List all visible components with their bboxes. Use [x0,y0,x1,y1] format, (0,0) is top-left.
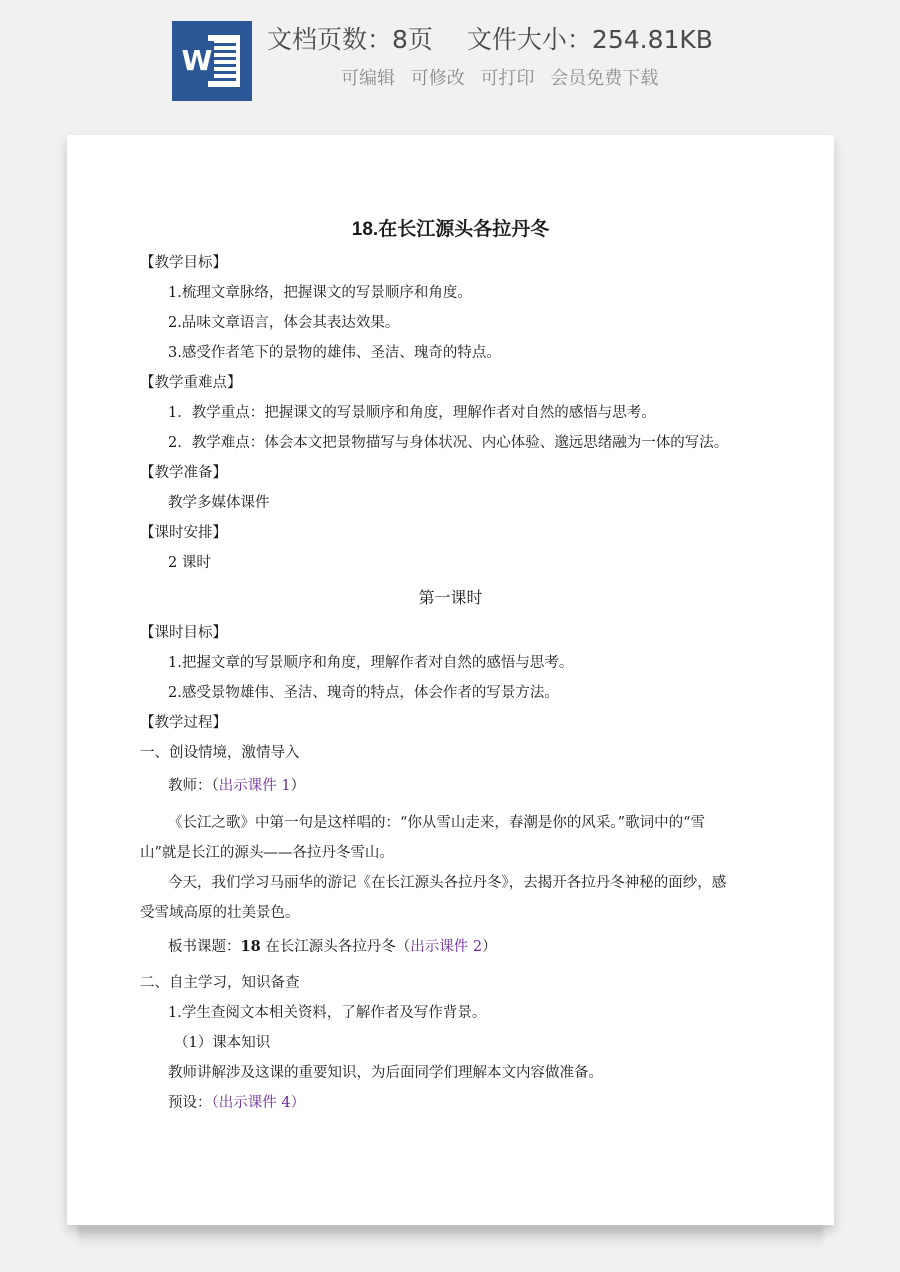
section-heading-process: 【教学过程】 [140,715,227,731]
courseware-link-1[interactable]: 出示课件 1 [218,778,291,794]
courseware-link-2[interactable]: 出示课件 2 [410,939,483,955]
teacher-suffix: ） [290,778,306,794]
file-size: 文件大小：254.81KB [466,25,713,54]
lesson-title: 第一课时 [418,588,483,607]
doc-features [341,66,668,92]
paragraph-1-line-2: 山”就是长江的源头——各拉丹冬雪山。 [140,845,394,861]
preset-prefix: 预设： [168,1095,212,1111]
document-page [67,135,834,1225]
page-count: 文档页数：8页 [267,25,433,54]
process-step-2: 二、自主学习，知识备查 [140,975,300,991]
word-letter: W [180,41,214,81]
doc-info-banner [0,0,900,120]
lesson-goal-1: 1.把握文章的写景顺序和角度，理解作者对自然的感悟与思考。 [168,655,574,671]
courseware-link-4[interactable]: （出示课件 4） [211,1095,306,1111]
goal-item-3: 3.感受作者笔下的景物的雄伟、圣洁、瑰奇的特点。 [168,345,501,361]
paragraph-2-line-1: 今天，我们学习马丽华的游记《在长江源头各拉丹冬》，去揭开各拉丹冬神秘的面纱，感 [168,875,727,891]
goal-item-2: 2.品味文章语言，体会其表达效果。 [168,315,400,331]
board-suffix: ） [482,939,497,955]
process-step-1: 一、创设情境，激情导入 [140,745,300,761]
board-title-line [168,937,497,957]
study-subitem-1a: （1）课本知识 [174,1035,271,1051]
board-number: 18 [240,938,261,955]
key-point-2: 2．教学难点：体会本文把景物描写与身体状况、内心体验、邈远思绪融为一体的写法。 [168,435,729,451]
section-heading-schedule: 【课时安排】 [140,525,227,541]
study-subitem-1a-text: 教师讲解涉及这课的重要知识，为后面同学们理解本文内容做准备。 [168,1065,603,1081]
paragraph-2-line-2: 受雪域高原的壮美景色。 [140,905,300,921]
word-file-icon [172,21,252,101]
goal-item-1: 1.梳理文章脉络，把握课文的写景顺序和角度。 [168,285,472,301]
section-heading-goals: 【教学目标】 [140,255,227,271]
key-point-1: 1．教学重点：把握课文的写景顺序和角度，理解作者对自然的感悟与思考。 [168,405,656,421]
section-heading-preparation: 【教学准备】 [140,465,227,481]
feature-editable: 可编辑 [341,68,395,89]
doc-stats [267,22,713,58]
section-heading-lesson-goals: 【课时目标】 [140,625,227,641]
paragraph-1-line-1: 《长江之歌》中第一句是这样唱的：“你从雪山走来，春潮是你的风采。”歌词中的“雪 [168,815,705,831]
teacher-line [168,776,305,796]
feature-modifiable: 可修改 [410,68,465,89]
feature-free-download: 会员免费下载 [550,68,659,89]
teacher-prefix: 教师：（ [168,778,219,794]
board-text: 在长江源头各拉丹冬（ [260,939,411,955]
board-prefix: 板书课题： [168,939,241,955]
schedule-item: 2 课时 [168,555,211,571]
study-item-1: 1.学生查阅文本相关资料，了解作者及写作背景。 [168,1005,487,1021]
document-title: 18.在长江源头各拉丹冬 [351,219,550,240]
paper-shadow [78,1226,823,1248]
lesson-goal-2: 2.感受景物雄伟、圣洁、瑰奇的特点，体会作者的写景方法。 [168,685,559,701]
preset-line [168,1093,305,1113]
feature-printable: 可打印 [480,68,535,89]
section-heading-key-points: 【教学重难点】 [140,375,242,391]
preparation-item: 教学多媒体课件 [168,495,270,511]
